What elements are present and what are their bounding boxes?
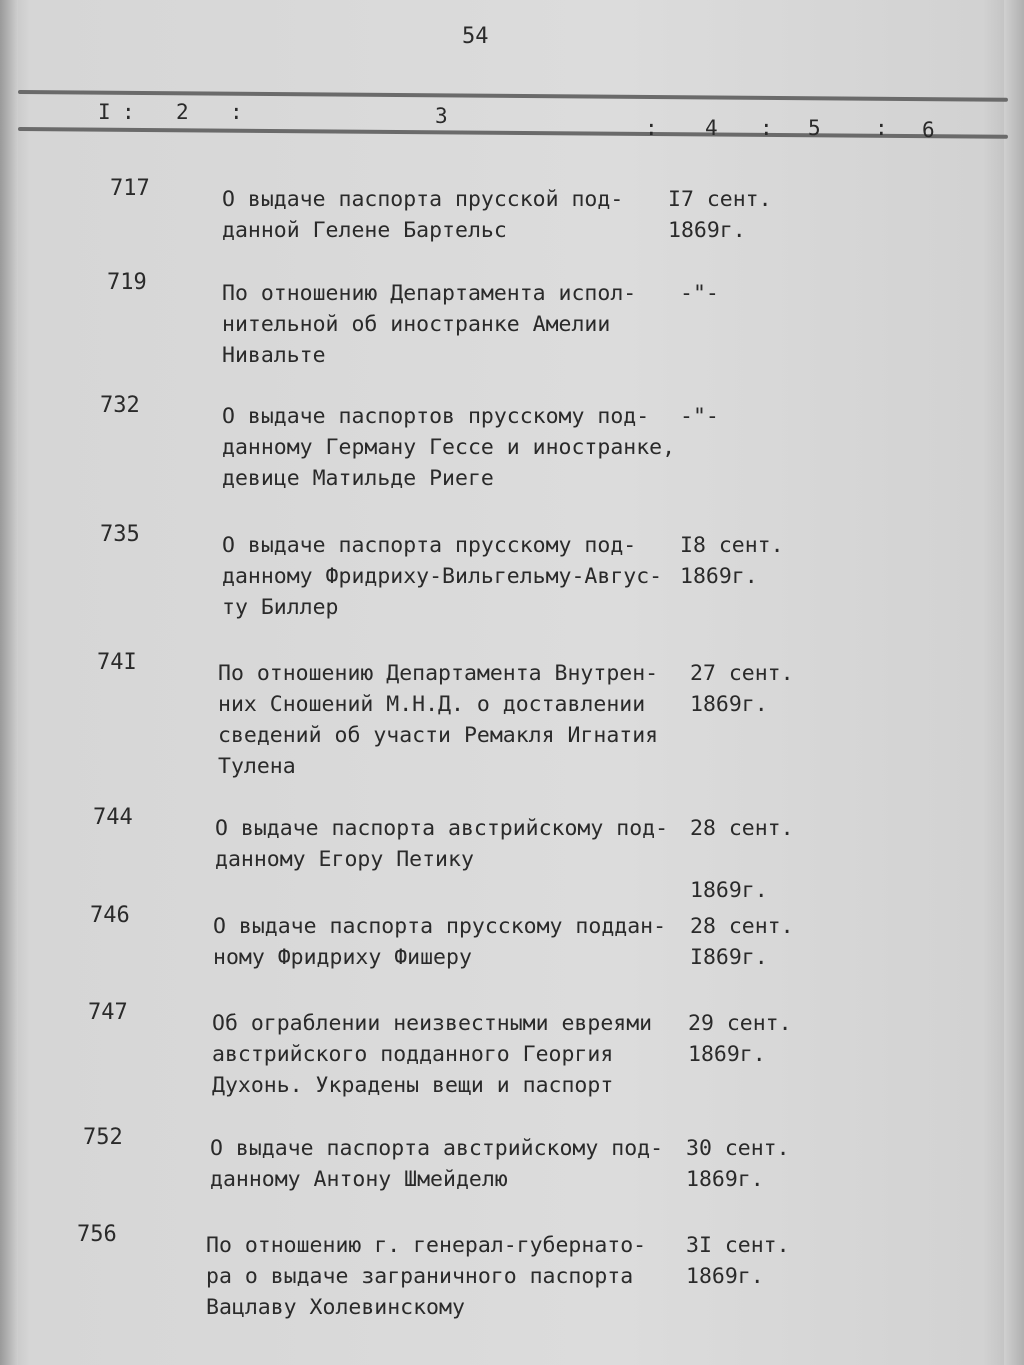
column-header-5: 5 <box>808 116 821 140</box>
entry-date <box>690 658 794 720</box>
header-rule-top <box>18 90 1008 102</box>
date-line: 1869г. <box>688 1042 766 1067</box>
description-line: Вацлаву Холевинскому <box>206 1295 465 1320</box>
entry-date <box>686 1133 790 1195</box>
date-line: 3I сент. <box>686 1233 790 1258</box>
description-line: По отношению Департамента Внутрен- <box>218 661 659 686</box>
date-line: I8 сент. <box>680 533 784 558</box>
date-line: 1869г. <box>690 878 768 903</box>
entry-description <box>215 813 668 875</box>
description-line: О выдаче паспорта австрийскому под- <box>215 816 669 841</box>
entry-description <box>218 658 658 782</box>
description-line: сведений об участи Ремакля Игнатия <box>218 723 659 748</box>
description-line: О выдаче паспортов прусскому под- <box>222 404 650 429</box>
entry-date <box>668 184 772 246</box>
column-separator: : <box>230 100 243 124</box>
entry-description <box>222 184 623 246</box>
entry-number: 746 <box>90 903 130 928</box>
date-line: 28 сент. <box>690 914 794 939</box>
description-line: О выдаче паспорта австрийскому под- <box>210 1136 664 1161</box>
entry-number: 74I <box>97 650 137 675</box>
column-header-6: 6 <box>922 118 935 142</box>
description-line: данному Егору Петику <box>215 847 474 872</box>
entry-number: 752 <box>83 1125 123 1150</box>
entry-date <box>690 911 794 973</box>
description-line: Тулена <box>218 754 296 779</box>
column-separator: : <box>875 116 888 140</box>
entry-description <box>213 911 666 973</box>
entry-description <box>222 278 636 371</box>
date-line: I869г. <box>690 945 768 970</box>
date-line: -"- <box>680 281 719 306</box>
column-header-4: 4 <box>705 116 718 140</box>
description-line: нительной об иностранке Амелии <box>222 312 611 337</box>
description-line: ту Биллер <box>222 595 339 620</box>
date-line: 30 сент. <box>686 1136 790 1161</box>
description-line: По отношению Департамента испол- <box>222 281 637 306</box>
entry-description <box>210 1133 663 1195</box>
description-line: Нивальте <box>222 343 326 368</box>
entry-number: 744 <box>93 805 133 830</box>
page-left-edge <box>0 0 18 1365</box>
description-line: данному Антону Шмейделю <box>210 1167 508 1192</box>
description-line: данной Гелене Бартельс <box>222 218 507 243</box>
description-line: О выдаче паспорта прусскому поддан- <box>213 914 667 939</box>
entry-description <box>206 1230 646 1323</box>
date-line: 28 сент. <box>690 816 794 841</box>
entry-number: 747 <box>88 1000 128 1025</box>
entry-date <box>686 1230 790 1292</box>
description-line: О выдаче паспорта прусскому под- <box>222 533 637 558</box>
entry-date <box>688 1008 792 1070</box>
entry-number: 732 <box>100 393 140 418</box>
entry-description <box>212 1008 652 1101</box>
entry-date <box>690 813 794 906</box>
description-line: австрийского подданного Георгия <box>212 1042 614 1067</box>
column-header-1: I <box>98 100 111 124</box>
entry-date <box>680 278 719 309</box>
date-line: I7 сент. <box>668 187 772 212</box>
entry-number: 719 <box>107 270 147 295</box>
date-line: 1869г. <box>686 1264 764 1289</box>
date-line <box>690 844 794 875</box>
page-number: 54 <box>462 24 489 49</box>
entry-date <box>680 530 784 592</box>
page-right-edge <box>1004 0 1024 1365</box>
entry-description <box>222 401 675 494</box>
column-separator: : <box>760 116 773 140</box>
date-line: -"- <box>680 404 719 429</box>
description-line: Об ограблении неизвестными евреями <box>212 1011 653 1036</box>
column-separator: : <box>122 100 135 124</box>
entry-number: 735 <box>100 522 140 547</box>
entry-description <box>222 530 662 623</box>
description-line: ному Фридриху Фишеру <box>213 945 472 970</box>
header-rule-bottom <box>18 127 1008 139</box>
date-line: 1869г. <box>690 692 768 717</box>
description-line: О выдаче паспорта прусской под- <box>222 187 624 212</box>
description-line: них Сношений М.Н.Д. о доставлении <box>218 692 646 717</box>
description-line: Духонь. Украдены вещи и паспорт <box>212 1073 614 1098</box>
description-line: ра о выдаче заграничного паспорта <box>206 1264 634 1289</box>
date-line: 1869г. <box>680 564 758 589</box>
column-header-2: 2 <box>176 100 189 124</box>
column-header-3: 3 <box>435 104 448 128</box>
date-line: 1869г. <box>668 218 746 243</box>
date-line: 29 сент. <box>688 1011 792 1036</box>
entry-number: 756 <box>77 1222 117 1247</box>
date-line: 27 сент. <box>690 661 794 686</box>
entry-number: 717 <box>110 176 150 201</box>
description-line: данному Герману Гессе и иностранке, <box>222 435 676 460</box>
description-line: девице Матильде Риеге <box>222 466 494 491</box>
description-line: данному Фридриху-Вильгельму-Авгус- <box>222 564 663 589</box>
description-line: По отношению г. генерал-губернато- <box>206 1233 647 1258</box>
column-separator: : <box>645 116 658 140</box>
date-line: 1869г. <box>686 1167 764 1192</box>
entry-date <box>680 401 719 432</box>
